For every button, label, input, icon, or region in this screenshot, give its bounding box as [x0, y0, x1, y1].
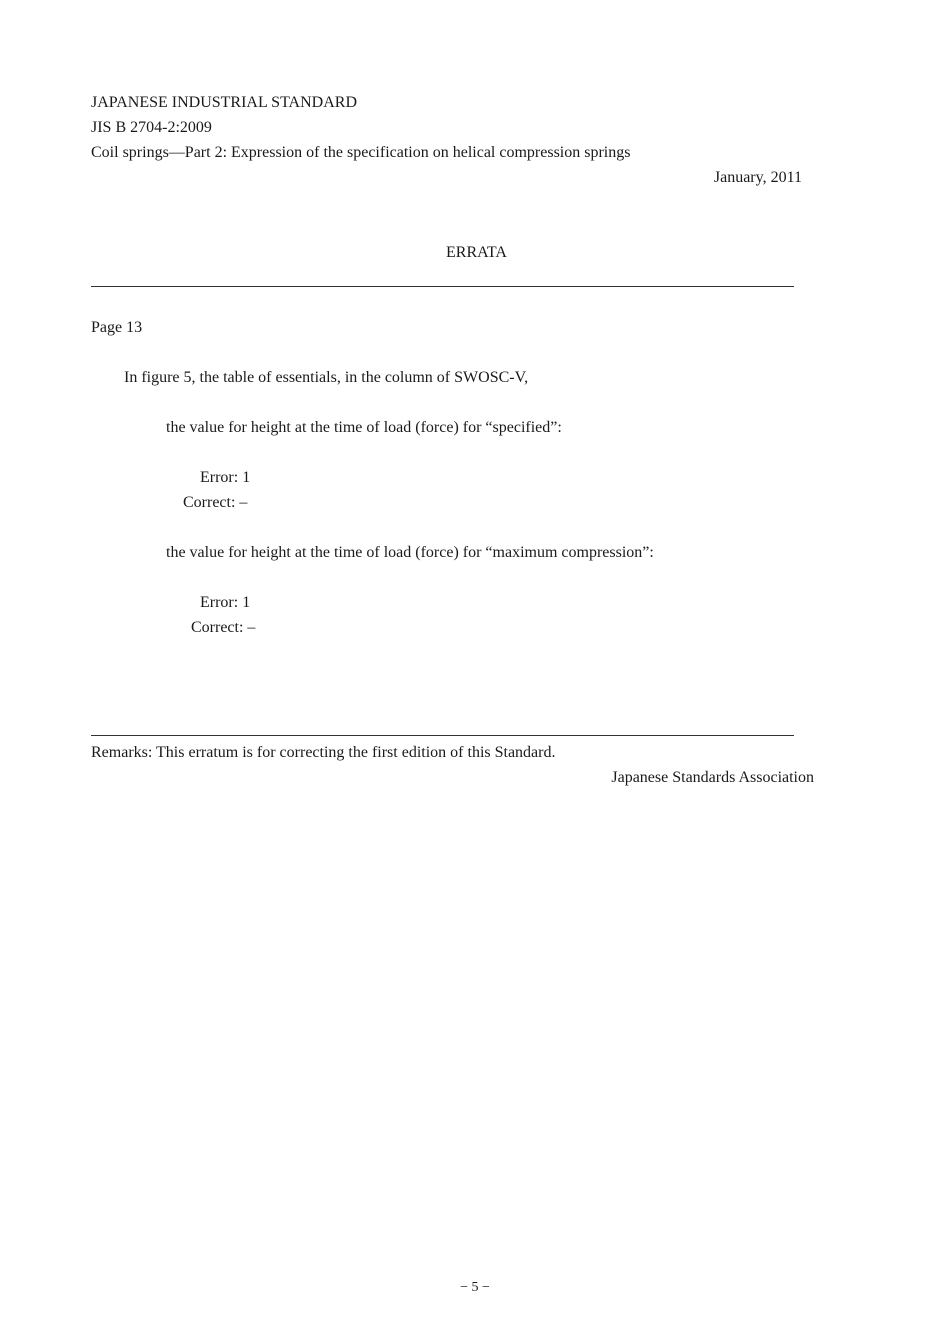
- errata-heading: ERRATA: [446, 244, 507, 261]
- errata-intro: In figure 5, the table of essentials, in the column of SWOSC-V,: [124, 369, 529, 386]
- org-name: JAPANESE INDUSTRIAL STANDARD: [91, 94, 357, 111]
- item-description: the value for height at the time of load (force) for “maximum compression”:: [166, 544, 654, 561]
- bottom-divider: [91, 735, 794, 736]
- item-error: Error: 1: [200, 469, 251, 486]
- page-reference: Page 13: [91, 319, 143, 336]
- top-divider: [91, 286, 794, 287]
- page-number: − 5 −: [460, 1280, 490, 1295]
- standard-number: JIS B 2704-2:2009: [91, 119, 212, 136]
- standard-title: Coil springs—Part 2: Expression of the specification on helical compression springs: [91, 144, 631, 161]
- item-correct: Correct: –: [183, 494, 248, 511]
- issue-date: January, 2011: [713, 169, 802, 186]
- remarks: Remarks: This erratum is for correcting the first edition of this Standard.: [91, 744, 556, 761]
- item-correct: Correct: –: [191, 619, 256, 636]
- publisher: Japanese Standards Association: [611, 769, 814, 786]
- item-description: the value for height at the time of load (force) for “specified”:: [166, 419, 562, 436]
- item-error: Error: 1: [200, 594, 251, 611]
